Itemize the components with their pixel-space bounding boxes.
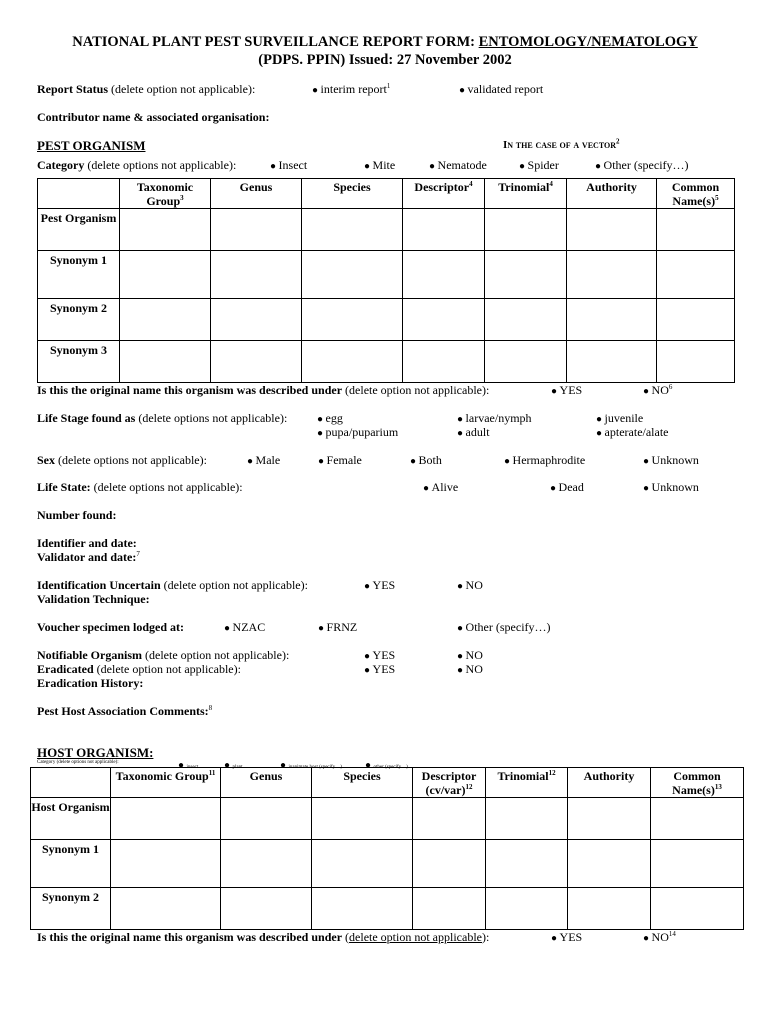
footnote-marker: 3 xyxy=(180,194,184,202)
life-state-unknown[interactable]: ● Unknown xyxy=(643,480,699,495)
table-cell[interactable] xyxy=(657,209,735,251)
life-state-title: Life State: xyxy=(37,480,91,494)
table-cell[interactable] xyxy=(120,299,211,341)
table-cell[interactable] xyxy=(111,798,221,840)
validation-technique-label: Validation Technique: xyxy=(37,592,150,606)
category-note: (delete options not applicable): xyxy=(84,158,237,172)
header-label: Trinomial xyxy=(497,769,549,783)
header-label: Trinomial xyxy=(498,180,550,194)
col-species: Species xyxy=(312,768,413,798)
notifiable-no[interactable]: ● NO xyxy=(457,648,483,663)
col-genus: Genus xyxy=(211,179,302,209)
host-original-no[interactable] xyxy=(643,930,676,945)
category-insect[interactable]: ● Insect xyxy=(270,158,307,173)
question-text: Is this the original name this organism was described under xyxy=(37,930,343,944)
table-cell[interactable] xyxy=(568,840,651,888)
table-cell[interactable] xyxy=(567,209,657,251)
col-taxonomic-group xyxy=(120,179,211,209)
table-cell[interactable] xyxy=(211,299,302,341)
table-cell[interactable] xyxy=(485,341,567,383)
title-prefix: NATIONAL PLANT PEST SURVEILLANCE REPORT FORM: xyxy=(72,34,479,50)
table-cell[interactable] xyxy=(485,299,567,341)
table-cell[interactable] xyxy=(567,299,657,341)
header-label: Descriptor (cv/var) xyxy=(421,769,477,797)
host-original-name-question: Is this the original name this organism was described under (delete option not applicable): xyxy=(37,930,490,944)
footnote-marker: 4 xyxy=(469,180,473,188)
table-cell[interactable] xyxy=(403,251,485,299)
life-stage-label xyxy=(37,411,287,426)
form-subtitle: (PDPS. PPIN) Issued: 27 November 2002 xyxy=(258,52,512,68)
table-cell[interactable] xyxy=(485,209,567,251)
footnote-marker: 5 xyxy=(715,194,719,202)
eradicated-title: Eradicated xyxy=(37,662,94,676)
life-stage-juvenile[interactable]: ● juvenile xyxy=(596,411,643,426)
question-note: delete option not applicable xyxy=(349,930,482,944)
table-cell[interactable] xyxy=(312,798,413,840)
report-status-note: (delete option not applicable): xyxy=(108,82,256,96)
col-authority: Authority xyxy=(568,768,651,798)
life-stage-apterate[interactable]: ● apterate/alate xyxy=(596,425,669,440)
table-cell[interactable] xyxy=(657,251,735,299)
table-cell[interactable] xyxy=(302,209,403,251)
table-row xyxy=(31,798,744,840)
contributor-label: Contributor name & associated organisation: xyxy=(37,110,270,124)
footnote-marker: 8 xyxy=(208,704,213,712)
voucher-nzac[interactable]: ● NZAC xyxy=(224,620,265,635)
host-original-yes[interactable]: ● YES xyxy=(551,930,582,945)
table-cell[interactable] xyxy=(211,251,302,299)
id-uncertain-note: (delete option not applicable): xyxy=(160,578,308,592)
id-uncertain-yes[interactable]: ● YES xyxy=(364,578,395,593)
host-category-insect[interactable]: ● insect xyxy=(178,760,198,771)
table-header-row xyxy=(38,179,735,209)
sex-female[interactable]: ● Female xyxy=(318,453,362,468)
table-cell[interactable] xyxy=(568,798,651,840)
table-cell[interactable] xyxy=(413,840,486,888)
table-cell[interactable] xyxy=(120,251,211,299)
table-cell[interactable] xyxy=(302,251,403,299)
table-cell[interactable] xyxy=(120,341,211,383)
table-cell[interactable] xyxy=(312,840,413,888)
vector-text: In the case of a vector xyxy=(503,139,617,151)
table-row xyxy=(31,888,744,930)
life-state-note: (delete options not applicable): xyxy=(90,480,243,494)
eradicated-label xyxy=(37,662,241,677)
pest-original-name-question xyxy=(37,383,489,398)
col-authority: Authority xyxy=(567,179,657,209)
life-stage-larvae[interactable]: ● larvae/nymph xyxy=(457,411,532,426)
validated-label: validated report xyxy=(467,82,544,96)
footnote-marker: 6 xyxy=(668,383,673,391)
life-stage-title: Life Stage found as xyxy=(37,411,136,425)
table-corner xyxy=(31,768,111,798)
host-category-label: Category (delete options not applicable): xyxy=(37,760,119,765)
host-organism-table xyxy=(30,767,744,930)
report-status-label xyxy=(37,82,255,97)
sex-label xyxy=(37,453,207,468)
title-underlined: ENTOMOLOGY/NEMATOLOGY xyxy=(478,34,698,50)
row-label: Synonym 1 xyxy=(31,840,111,888)
footnote-marker: 1 xyxy=(386,82,391,90)
col-taxonomic-group xyxy=(111,768,221,798)
category-title: Category xyxy=(37,158,85,172)
table-cell[interactable] xyxy=(111,840,221,888)
table-cell[interactable] xyxy=(486,840,568,888)
sex-both[interactable]: ● Both xyxy=(410,453,442,468)
life-state-label xyxy=(37,480,243,495)
col-genus: Genus xyxy=(221,768,312,798)
eradicated-yes[interactable]: ● YES xyxy=(364,662,395,677)
table-cell[interactable] xyxy=(211,341,302,383)
table-row xyxy=(31,840,744,888)
table-row xyxy=(38,299,735,341)
host-comments-label xyxy=(37,704,212,719)
col-trinomial xyxy=(485,179,567,209)
col-descriptor xyxy=(413,768,486,798)
table-cell[interactable] xyxy=(657,299,735,341)
table-cell[interactable] xyxy=(485,251,567,299)
question-text: Is this the original name this organism was described under xyxy=(37,383,343,397)
sex-note: (delete options not applicable): xyxy=(55,453,207,467)
pest-original-yes[interactable]: ● YES xyxy=(551,383,582,398)
life-stage-pupa[interactable]: ● pupa/puparium xyxy=(317,425,398,440)
voucher-label: Voucher specimen lodged at: xyxy=(37,620,184,634)
sex-male[interactable]: ● Male xyxy=(247,453,280,468)
footnote-marker: 12 xyxy=(548,769,556,777)
col-common-names xyxy=(651,768,744,798)
host-category-plant[interactable]: ● plant xyxy=(224,760,243,771)
footnote-marker: 2 xyxy=(616,137,620,146)
header-label: Common Name(s) xyxy=(672,769,721,797)
notifiable-yes[interactable]: ● YES xyxy=(364,648,395,663)
table-cell[interactable] xyxy=(651,840,744,888)
validator-label xyxy=(37,550,140,565)
sex-hermaphrodite[interactable]: ● Hermaphrodite xyxy=(504,453,585,468)
table-corner xyxy=(38,179,120,209)
eradicated-note: (delete option not applicable): xyxy=(93,662,241,676)
report-status-validated[interactable] xyxy=(459,82,543,97)
table-cell[interactable] xyxy=(221,840,312,888)
host-category-other[interactable]: ● other (specify…) xyxy=(365,760,408,771)
table-cell[interactable] xyxy=(302,341,403,383)
col-descriptor xyxy=(403,179,485,209)
table-cell[interactable] xyxy=(120,209,211,251)
category-spider[interactable]: ● Spider xyxy=(519,158,559,173)
col-species: Species xyxy=(302,179,403,209)
col-trinomial xyxy=(486,768,568,798)
pest-original-no[interactable] xyxy=(643,383,672,398)
table-cell[interactable] xyxy=(403,341,485,383)
eradication-history-label: Eradication History: xyxy=(37,676,144,690)
row-label: Host Organism xyxy=(31,798,111,840)
life-stage-egg[interactable]: ● egg xyxy=(317,411,343,426)
identifier-label: Identifier and date: xyxy=(37,536,137,550)
table-cell[interactable] xyxy=(486,888,568,930)
row-label: Synonym 2 xyxy=(38,299,120,341)
table-cell[interactable] xyxy=(221,888,312,930)
id-uncertain-title: Identification Uncertain xyxy=(37,578,161,592)
interim-label: interim report xyxy=(320,82,387,96)
footnote-marker: 13 xyxy=(714,783,722,791)
sex-title: Sex xyxy=(37,453,55,467)
table-cell[interactable] xyxy=(651,798,744,840)
table-cell[interactable] xyxy=(211,209,302,251)
table-cell[interactable] xyxy=(312,888,413,930)
header-label: Common Name(s) xyxy=(671,180,720,208)
notifiable-label xyxy=(37,648,289,663)
header-label: Taxonomic Group xyxy=(115,769,209,783)
report-status-interim[interactable] xyxy=(312,82,390,97)
row-label: Synonym 1 xyxy=(38,251,120,299)
table-cell[interactable] xyxy=(302,299,403,341)
vector-label xyxy=(503,139,620,151)
footnote-marker: 11 xyxy=(208,769,216,777)
category-other[interactable]: ● Other (specify…) xyxy=(595,158,689,173)
table-row xyxy=(38,341,735,383)
footnote-marker: 12 xyxy=(465,783,473,791)
table-row xyxy=(38,251,735,299)
table-cell[interactable] xyxy=(403,299,485,341)
table-cell[interactable] xyxy=(221,798,312,840)
life-stage-note: (delete options not applicable): xyxy=(135,411,288,425)
life-stage-adult[interactable]: ● adult xyxy=(457,425,490,440)
eradicated-no[interactable]: ● NO xyxy=(457,662,483,677)
category-mite[interactable]: ● Mite xyxy=(364,158,395,173)
header-label: Descriptor xyxy=(414,180,470,194)
number-found-label: Number found: xyxy=(37,508,117,522)
header-label: Taxonomic Group xyxy=(136,180,194,208)
voucher-other[interactable]: ● Other (specify…) xyxy=(457,620,551,635)
id-uncertain-no[interactable]: ● NO xyxy=(457,578,483,593)
table-cell[interactable] xyxy=(567,251,657,299)
table-cell[interactable] xyxy=(403,209,485,251)
table-row xyxy=(38,209,735,251)
footnote-marker: 7 xyxy=(136,550,140,558)
pest-organism-table xyxy=(37,178,735,383)
table-cell[interactable] xyxy=(567,341,657,383)
table-cell[interactable] xyxy=(657,341,735,383)
table-cell[interactable] xyxy=(111,888,221,930)
pest-category-label xyxy=(37,158,236,173)
report-status-title: Report Status xyxy=(37,82,108,96)
form-title xyxy=(0,34,770,51)
life-state-dead[interactable]: ● Dead xyxy=(550,480,584,495)
footnote-marker: 14 xyxy=(668,930,676,938)
notifiable-title: Notifiable Organism xyxy=(37,648,142,662)
no-label: NO xyxy=(651,930,669,944)
sex-unknown[interactable]: ● Unknown xyxy=(643,453,699,468)
category-nematode[interactable]: ● Nematode xyxy=(429,158,487,173)
row-label: Synonym 3 xyxy=(38,341,120,383)
voucher-frnz[interactable]: ● FRNZ xyxy=(318,620,357,635)
row-label: Pest Organism xyxy=(38,209,120,251)
footnote-marker: 4 xyxy=(549,180,553,188)
host-category-inanimate[interactable]: ● inanimate host (specify…) xyxy=(280,760,342,771)
host-organism-heading: HOST ORGANISM: xyxy=(37,745,154,760)
question-note: (delete option not applicable): xyxy=(342,383,490,397)
col-common-names xyxy=(657,179,735,209)
host-category-line xyxy=(37,760,119,765)
no-label: NO xyxy=(651,383,669,397)
validator-text: Validator and date: xyxy=(37,550,137,564)
table-cell[interactable] xyxy=(568,888,651,930)
table-cell[interactable] xyxy=(413,888,486,930)
row-label: Synonym 2 xyxy=(31,888,111,930)
notifiable-note: (delete option not applicable): xyxy=(142,648,290,662)
table-cell[interactable] xyxy=(413,798,486,840)
pest-organism-heading: PEST ORGANISM xyxy=(37,138,146,153)
table-header-row xyxy=(31,768,744,798)
table-cell[interactable] xyxy=(486,798,568,840)
host-comments-title: Pest Host Association Comments: xyxy=(37,704,209,718)
table-cell[interactable] xyxy=(651,888,744,930)
life-state-alive[interactable]: ● Alive xyxy=(423,480,458,495)
id-uncertain-label xyxy=(37,578,308,593)
